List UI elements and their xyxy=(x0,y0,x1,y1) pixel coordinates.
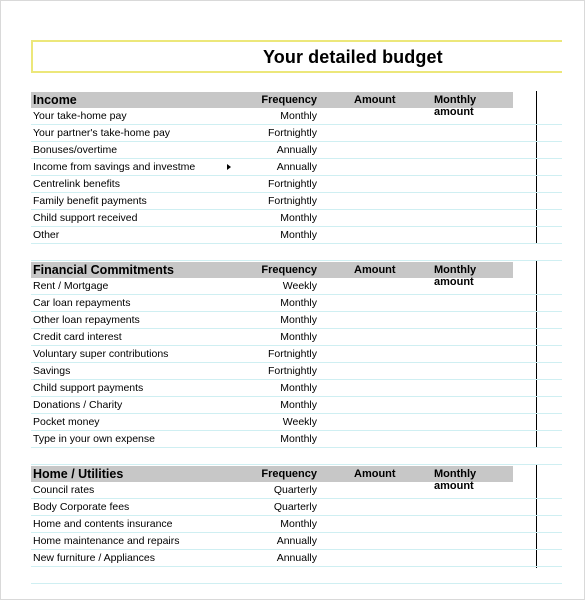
frequency-cell[interactable]: Monthly xyxy=(280,433,317,445)
frequency-cell[interactable]: Monthly xyxy=(280,110,317,122)
frequency-cell[interactable]: Weekly xyxy=(282,416,317,428)
frequency-cell[interactable]: Monthly xyxy=(280,382,317,394)
expense-label: Centrelink benefits xyxy=(33,178,120,190)
table-row[interactable] xyxy=(31,397,562,414)
frequency-cell[interactable]: Annually xyxy=(276,552,317,564)
frequency-cell[interactable]: Monthly xyxy=(280,331,317,343)
table-row[interactable] xyxy=(31,227,562,244)
table-row[interactable] xyxy=(31,312,562,329)
monthly-amount-column-header: Monthly amount xyxy=(434,264,477,288)
frequency-cell[interactable]: Fortnightly xyxy=(267,348,317,360)
expense-label: Your take-home pay xyxy=(33,110,127,122)
expense-label: Family benefit payments xyxy=(33,195,147,207)
frequency-cell[interactable]: Annually xyxy=(276,161,317,173)
table-row[interactable] xyxy=(31,346,562,363)
table-row[interactable] xyxy=(31,380,562,397)
frequency-cell[interactable]: Monthly xyxy=(280,297,317,309)
expense-label: Donations / Charity xyxy=(33,399,123,411)
amount-column-header: Amount xyxy=(354,94,396,106)
table-row[interactable] xyxy=(31,499,562,516)
section-title: Financial Commitments xyxy=(33,263,174,277)
amount-column-header: Amount xyxy=(354,468,396,480)
frequency-column-header: Frequency xyxy=(261,94,317,106)
expense-label: Body Corporate fees xyxy=(33,501,130,513)
amount-column-header: Amount xyxy=(354,264,396,276)
expense-label: Credit card interest xyxy=(33,331,122,343)
budget-section xyxy=(31,92,562,261)
expense-label: Savings xyxy=(33,365,71,377)
table-row[interactable] xyxy=(31,159,562,176)
table-row[interactable] xyxy=(31,482,562,499)
table-row[interactable] xyxy=(31,329,562,346)
frequency-column-header: Frequency xyxy=(261,264,317,276)
expense-label: Council rates xyxy=(33,484,95,496)
frequency-cell[interactable]: Fortnightly xyxy=(267,127,317,139)
frequency-column-header: Frequency xyxy=(261,468,317,480)
budget-section xyxy=(31,466,562,584)
frequency-cell[interactable]: Quarterly xyxy=(273,501,317,513)
frequency-cell[interactable]: Annually xyxy=(276,535,317,547)
frequency-cell[interactable]: Monthly xyxy=(280,314,317,326)
empty-row[interactable] xyxy=(31,244,562,261)
expense-label: Child support received xyxy=(33,212,138,224)
table-row[interactable] xyxy=(31,431,562,448)
frequency-cell[interactable]: Annually xyxy=(276,144,317,156)
empty-row[interactable] xyxy=(31,567,562,584)
expense-label: Home and contents insurance xyxy=(33,518,173,530)
monthly-amount-column-header: Monthly amount xyxy=(434,94,477,118)
expense-label: Type in your own expense xyxy=(33,433,155,445)
table-row[interactable] xyxy=(31,210,562,227)
table-row[interactable] xyxy=(31,193,562,210)
frequency-cell[interactable]: Weekly xyxy=(282,280,317,292)
section-title: Home / Utilities xyxy=(33,467,124,481)
table-row[interactable] xyxy=(31,533,562,550)
table-row[interactable] xyxy=(31,108,562,125)
table-row[interactable] xyxy=(31,550,562,567)
table-row[interactable] xyxy=(31,295,562,312)
table-row[interactable] xyxy=(31,516,562,533)
text-overflow-icon xyxy=(227,164,231,170)
expense-label: Other loan repayments xyxy=(33,314,140,326)
expense-label: Pocket money xyxy=(33,416,100,428)
frequency-cell[interactable]: Quarterly xyxy=(273,484,317,496)
expense-label: Other xyxy=(33,229,60,241)
frequency-cell[interactable]: Fortnightly xyxy=(267,365,317,377)
empty-row[interactable] xyxy=(31,448,562,465)
expense-label: Home maintenance and repairs xyxy=(33,535,180,547)
table-row[interactable] xyxy=(31,125,562,142)
frequency-cell[interactable]: Monthly xyxy=(280,518,317,530)
section-title: Income xyxy=(33,93,77,107)
frequency-cell[interactable]: Monthly xyxy=(280,399,317,411)
page-title: Your detailed budget xyxy=(263,47,443,67)
table-row[interactable] xyxy=(31,278,562,295)
monthly-amount-column-header: Monthly amount xyxy=(434,468,477,492)
expense-label: Car loan repayments xyxy=(33,297,131,309)
expense-label: Voluntary super contributions xyxy=(33,348,169,360)
expense-label: New furniture / Appliances xyxy=(33,552,155,564)
expense-label: Child support payments xyxy=(33,382,144,394)
expense-label: Rent / Mortgage xyxy=(33,280,109,292)
table-row[interactable] xyxy=(31,142,562,159)
table-row[interactable] xyxy=(31,414,562,431)
frequency-cell[interactable]: Monthly xyxy=(280,212,317,224)
frequency-cell[interactable]: Fortnightly xyxy=(267,195,317,207)
table-row[interactable] xyxy=(31,363,562,380)
frequency-cell[interactable]: Fortnightly xyxy=(267,178,317,190)
table-row[interactable] xyxy=(31,176,562,193)
expense-label: Your partner's take-home pay xyxy=(33,127,171,139)
expense-label: Bonuses/overtime xyxy=(33,144,118,156)
frequency-cell[interactable]: Monthly xyxy=(280,229,317,241)
budget-section xyxy=(31,262,562,465)
expense-label: Income from savings and investme xyxy=(33,161,196,173)
